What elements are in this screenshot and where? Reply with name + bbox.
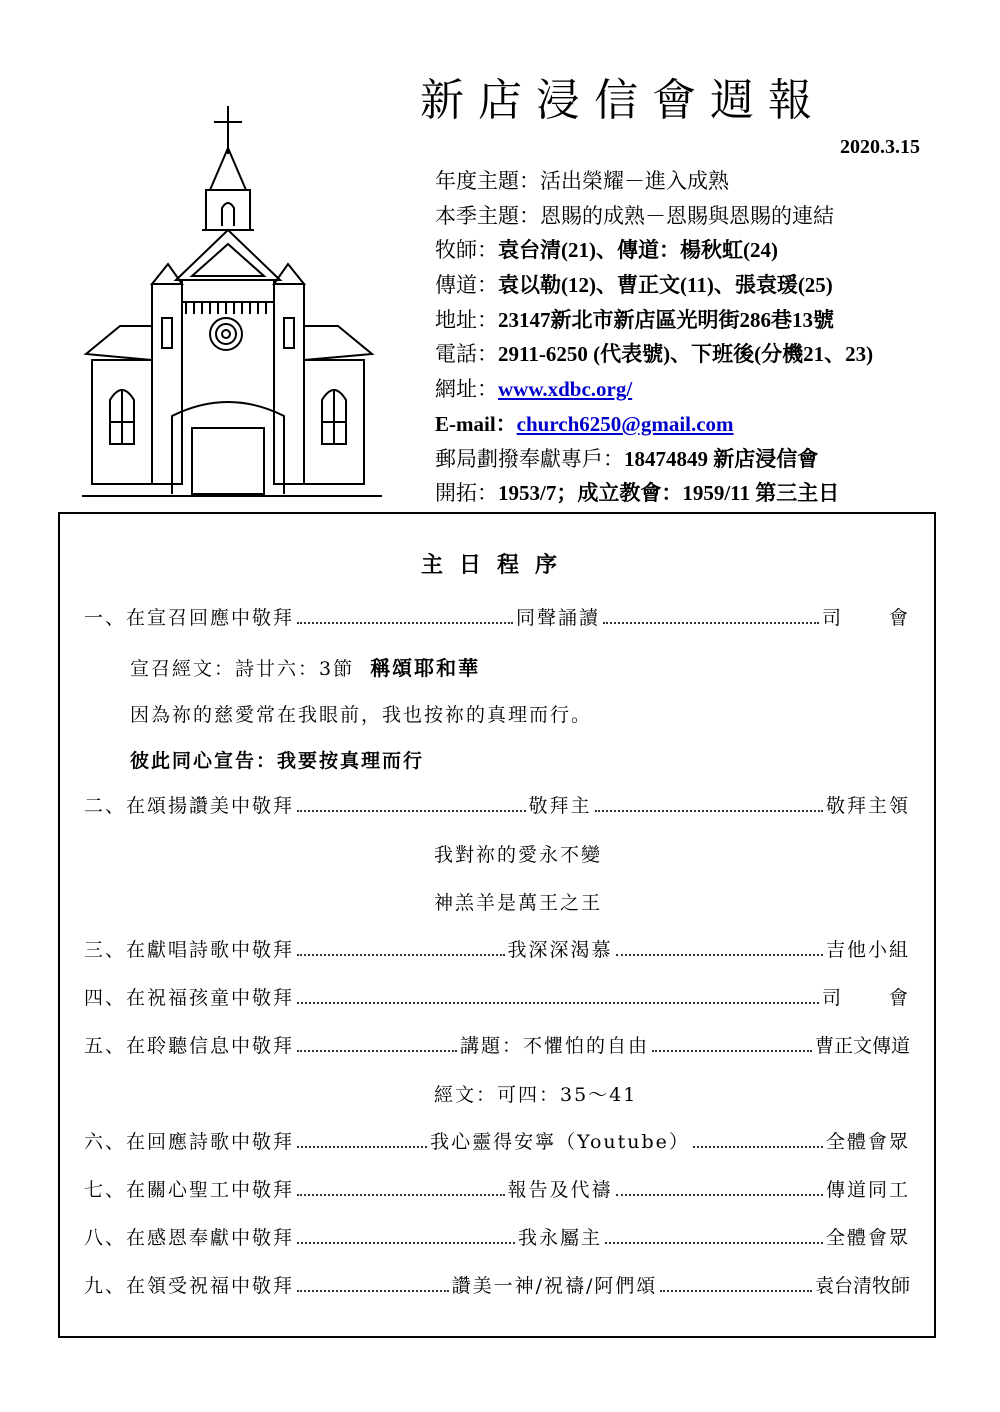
- program-item-3: 三、在獻唱詩歌中敬拜 我深深渴慕 吉他小組: [84, 939, 911, 961]
- website-link[interactable]: www.xdbc.org/: [498, 377, 633, 402]
- postal-line: 郵局劃撥奉獻專戶：18474849 新店浸信會: [435, 446, 819, 471]
- bulletin-date: 2020.3.15: [840, 136, 920, 158]
- call-verse: 因為祢的慈愛常在我眼前，我也按祢的真理而行。: [130, 704, 593, 726]
- song-2: 神羔羊是萬王之王: [434, 892, 603, 914]
- program-item-9: 九、在領受祝福中敬拜 讚美一神/祝禱/阿們頌 袁台清牧師: [84, 1275, 910, 1297]
- evangelists-line: 傳道：袁以勒(12)、曹正文(11)、張袁瑗(25): [435, 273, 833, 298]
- program-item-1: 一、在宣召回應中敬拜 同聲誦讀 司 會: [84, 607, 910, 629]
- church-illustration: [82, 104, 382, 504]
- email-link[interactable]: church6250@gmail.com: [516, 411, 734, 436]
- program-item-4: 四、在祝福孩童中敬拜 司 會: [84, 987, 910, 1009]
- website-line: 網址：www.xdbc.org/: [435, 377, 633, 402]
- call-scripture: 宣召經文：詩廿六：3節 稱頌耶和華: [130, 656, 481, 680]
- declaration: 彼此同心宣告：我要按真理而行: [130, 750, 425, 772]
- season-theme: 本季主題：恩賜的成熟－恩賜與恩賜的連結: [435, 203, 834, 228]
- program-title: 主日程序: [420, 552, 573, 578]
- program-box: [58, 512, 936, 1338]
- email-line: E-mail：church6250@gmail.com: [435, 411, 734, 436]
- program-item-2: 二、在頌揚讚美中敬拜 敬拜主 敬拜主領: [84, 795, 911, 817]
- sermon-scripture: 經文：可四：35～41: [434, 1084, 638, 1106]
- program-item-7: 七、在關心聖工中敬拜 報告及代禱 傳道同工: [84, 1179, 911, 1201]
- founded-line: 開拓：1953/7；成立教會：1959/11 第三主日: [435, 481, 840, 506]
- address-line: 地址：23147新北市新店區光明街286巷13號: [435, 307, 834, 332]
- phone-line: 電話：2911-6250 (代表號)、下班後(分機21、23): [435, 342, 874, 367]
- program-item-5: 五、在聆聽信息中敬拜 講題：不懼怕的自由 曹正文傳道: [84, 1035, 911, 1057]
- song-1: 我對祢的愛永不變: [434, 844, 603, 866]
- program-item-6: 六、在回應詩歌中敬拜 我心靈得安寧（Youtube） 全體會眾: [84, 1131, 911, 1153]
- church-info: [435, 164, 955, 511]
- pastor-line: 牧師：袁台清(21)、傳道：楊秋虹(24): [435, 238, 778, 263]
- year-theme: 年度主題：活出榮耀－進入成熟: [435, 169, 729, 193]
- bulletin-title: 新店浸信會週報: [420, 75, 826, 126]
- program-item-8: 八、在感恩奉獻中敬拜 我永屬主 全體會眾: [84, 1227, 911, 1249]
